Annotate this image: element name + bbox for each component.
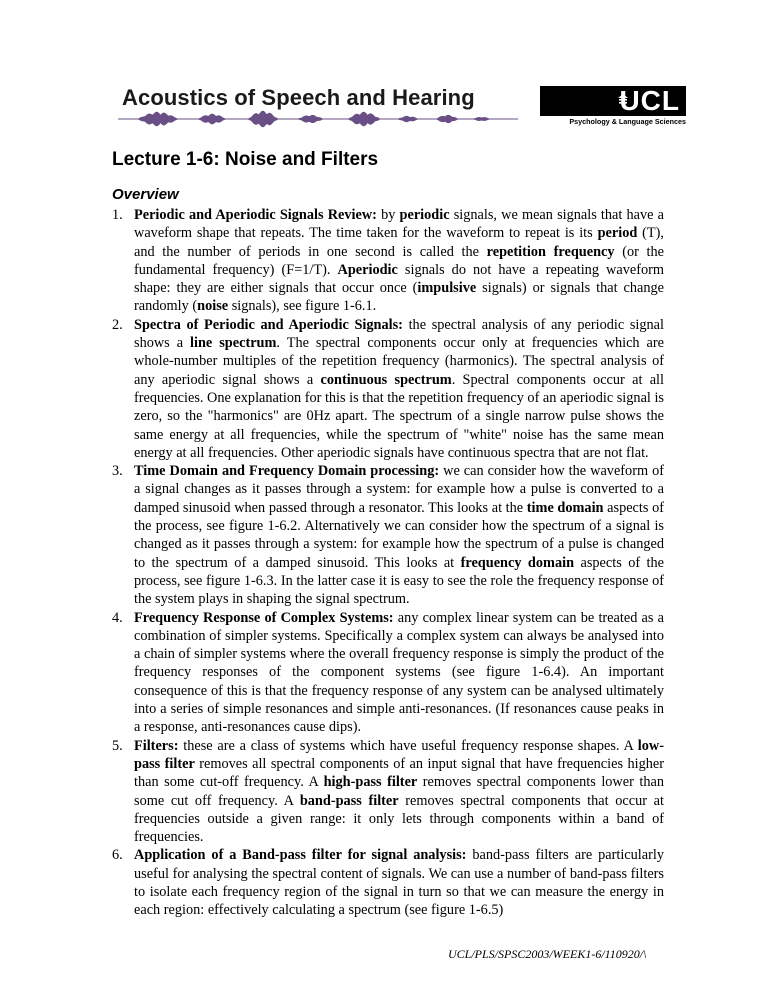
bold-term: impulsive bbox=[417, 280, 477, 297]
bold-term: time domain bbox=[526, 499, 604, 516]
list-item-number: 6. bbox=[112, 847, 123, 864]
body-text: removes all spectral components of an input signal that have frequencies higher than some cut-off frequency. A bbox=[134, 755, 664, 791]
body-text: signals do not have a repeating waveform shape: they are either signals that occur once ( bbox=[134, 261, 664, 297]
list-item-number: 1. bbox=[112, 207, 123, 223]
bold-term: band-pass filter bbox=[299, 792, 399, 809]
body-text: aspects of the process, see figure 1-6.2. Alternatively we can consider how the spectrum of a signal is changed as it passes through a system: for example how the spectrum of a pulse is changed to the spectrum of a damped sinusoid. This looks at bbox=[134, 499, 664, 571]
list-item bbox=[112, 846, 664, 919]
body-text: removes spectral components that occur at frequencies outside a given range: it only lets through components within a band of frequencies. bbox=[134, 792, 664, 846]
body-text: signals, we mean signals that have a waveform shape that repeats. The time taken for the waveform to repeat is its bbox=[134, 207, 664, 242]
list-item bbox=[112, 737, 664, 847]
bold-term: periodic bbox=[399, 207, 450, 223]
bold-term: Aperiodic bbox=[337, 261, 398, 278]
body-text: band-pass filters are particularly useful for analysing the spectral content of signals. We can use a number of band-pass filters to isolate each frequency region of the signal in turn so that we can measure the energy in each region: effectively calculating a spectrum (see figure 1-6.5) bbox=[134, 847, 664, 919]
bold-term: high-pass filter bbox=[323, 774, 418, 791]
body-text: (T), and the number of periods in one second is called the bbox=[134, 225, 665, 260]
bold-term: continuous spectrum bbox=[320, 371, 452, 388]
body-text: signals), see figure 1-6.1. bbox=[228, 298, 377, 315]
body-text: any complex linear system can be treated as a combination of simpler systems. Specifically a complex system can always be analysed into a chain of simpler systems where the overall frequency response is simply the product of the frequency responses of the component systems (see figure 1-6.4). An important consequence of this is that the frequency response of any system can be analysed ultimately into a series of simple resonances and simple anti-resonances. (If resonances cause peaks in a response, anti-resonances cause dips). bbox=[134, 609, 664, 736]
course-title: Acoustics of Speech and Hearing bbox=[122, 85, 475, 110]
list-item bbox=[112, 316, 664, 462]
body-text: aspects of the process, see figure 1-6.3. In the latter case it is easy to see the role the frequency response of the system plays in shaping the signal spectrum. bbox=[134, 554, 665, 608]
bold-term: Frequency Response of Complex Systems: bbox=[134, 609, 394, 626]
speech-waveform-graphic bbox=[118, 108, 518, 130]
department-name: Psychology & Language Sciences bbox=[569, 117, 686, 126]
list-item-number: 4. bbox=[112, 609, 123, 626]
overview-list bbox=[112, 206, 664, 920]
overview-heading: Overview bbox=[112, 186, 179, 203]
body-text: . Spectral components occur at all frequencies. One explanation for this is that the repetition frequency of an aperiodic signal is zero, so the "harmonics" are 0Hz apart. The spectrum of a single narrow pulse shows the same energy at all frequencies, while the spectrum of "white" noise has the same mean energy at all frequencies. Other aperiodic signals have continuous spectra that are not flat. bbox=[134, 371, 664, 461]
lecture-title: Lecture 1-6: Noise and Filters bbox=[112, 149, 379, 170]
bold-term: Filters: bbox=[134, 737, 179, 754]
bold-term: repetition frequency bbox=[486, 243, 615, 260]
document-reference: UCL/PLS/SPSC2003/WEEK1-6/110920/\ bbox=[448, 947, 647, 961]
ucl-logo-text: UCL bbox=[619, 85, 680, 116]
bold-term: Spectra of Periodic and Aperiodic Signals: bbox=[134, 316, 403, 333]
body-text: signals) or signals that change randomly ( bbox=[134, 280, 664, 315]
list-item bbox=[112, 462, 664, 608]
body-text: we can consider how the waveform of a signal changes as it passes through a system: for example how a pulse is converted to a damped sinusoid when passed through a resonator. This looks at the bbox=[134, 463, 664, 516]
list-item bbox=[112, 206, 664, 316]
bold-term: low-pass filter bbox=[134, 737, 664, 772]
body-text: removes spectral components lower than some cut off frequency. A bbox=[134, 774, 664, 809]
body-text: . The spectral components occur only at frequencies which are whole-number multiples of the repetition frequency (harmonics). The spectral analysis of any aperiodic signal shows a bbox=[134, 335, 664, 388]
bold-term: Periodic and Aperiodic Signals Review: bbox=[134, 207, 377, 223]
bold-term: Time Domain and Frequency Domain processing: bbox=[134, 463, 440, 480]
bold-term: period bbox=[597, 225, 638, 242]
ucl-logo bbox=[540, 86, 686, 116]
body-text: (or the fundamental frequency) (F=1/T). bbox=[134, 243, 664, 278]
body-text: these are a class of systems which have useful frequency response shapes. A bbox=[178, 737, 638, 754]
list-item bbox=[112, 609, 664, 737]
bold-term: Application of a Band-pass filter for signal analysis: bbox=[134, 847, 467, 864]
bold-term: line spectrum bbox=[190, 335, 277, 352]
list-item-number: 5. bbox=[112, 737, 123, 754]
body-text: the spectral analysis of any periodic signal shows a bbox=[134, 316, 665, 352]
list-item-number: 2. bbox=[112, 316, 123, 333]
list-item-number: 3. bbox=[112, 463, 123, 480]
bold-term: frequency domain bbox=[460, 554, 575, 571]
bold-term: noise bbox=[197, 298, 229, 315]
body-text: by bbox=[376, 207, 400, 223]
